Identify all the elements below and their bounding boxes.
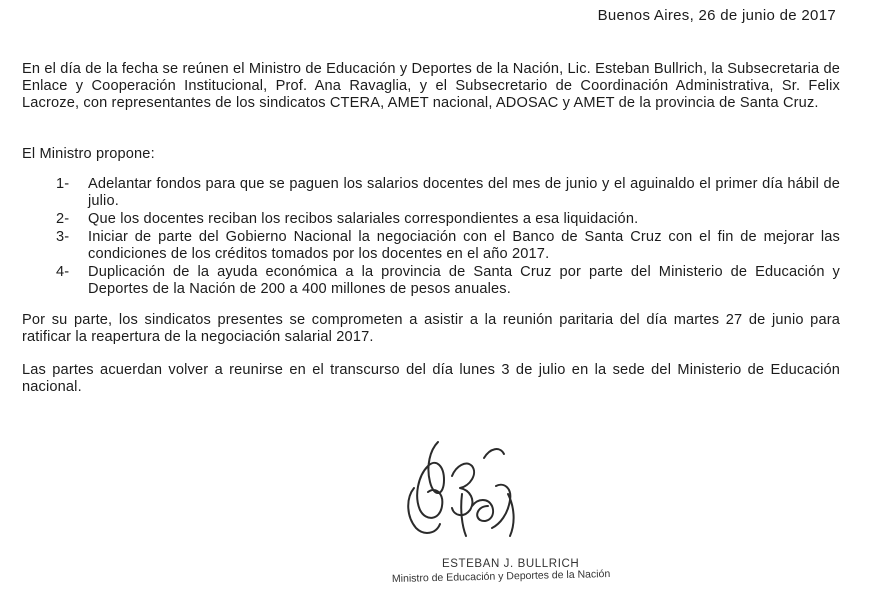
unions-paragraph: Por su parte, los sindicatos presentes se comprometen a asistir a la reunión paritaria del día martes 27 de junio para ratificar la reapertura de la negociación salarial 2017. (22, 312, 840, 345)
list-item-number: 1- (56, 176, 70, 192)
signatory-title: Ministro de Educación y Deportes de la Nación (391, 568, 611, 585)
list-item (56, 211, 840, 228)
list-item (56, 229, 840, 263)
list-item-number: 3- (56, 229, 70, 245)
intro-paragraph: En el día de la fecha se reúnen el Ministro de Educación y Deportes de la Nación, Lic. Esteban Bullrich, la Subsecretaria de Enlace y Cooperación Institucional, Prof. Ana Ravaglia, y el Subsecretario de Coordinación Administrativa, Sr. Felix Lacroze, con representantes de los sindicatos CTERA, AMET nacional, ADOSAC y AMET de la provincia de Santa Cruz. (22, 61, 840, 111)
closing-paragraph: Las partes acuerdan volver a reunirse en el transcurso del día lunes 3 de julio en la sede del Ministerio de Educación nacional. (22, 362, 840, 395)
proposal-heading: El Ministro propone: (22, 146, 155, 162)
signatory-name: ESTEBAN J. BULLRICH (442, 558, 580, 570)
list-item (56, 264, 840, 298)
list-item-text: Que los docentes reciban los recibos salariales correspondientes a esa liquidación. (88, 211, 639, 227)
list-item-number: 2- (56, 211, 70, 227)
proposal-list (56, 176, 840, 298)
list-item-number: 4- (56, 264, 70, 280)
handwritten-signature (400, 436, 540, 548)
list-item-text: Duplicación de la ayuda económica a la provincia de Santa Cruz por parte del Ministerio de Educación y Deportes de la Nación de 200 a 400 millones de pesos anuales. (88, 264, 840, 297)
list-item-text: Adelantar fondos para que se paguen los salarios docentes del mes de junio y el aguinaldo el primer día hábil de julio. (88, 176, 840, 209)
list-item (56, 176, 840, 210)
list-item-text: Iniciar de parte del Gobierno Nacional la negociación con el Banco de Santa Cruz con el fin de mejorar las condiciones de los créditos tomados por los docentes en el año 2017. (88, 229, 840, 262)
document-date: Buenos Aires, 26 de junio de 2017 (597, 7, 836, 24)
